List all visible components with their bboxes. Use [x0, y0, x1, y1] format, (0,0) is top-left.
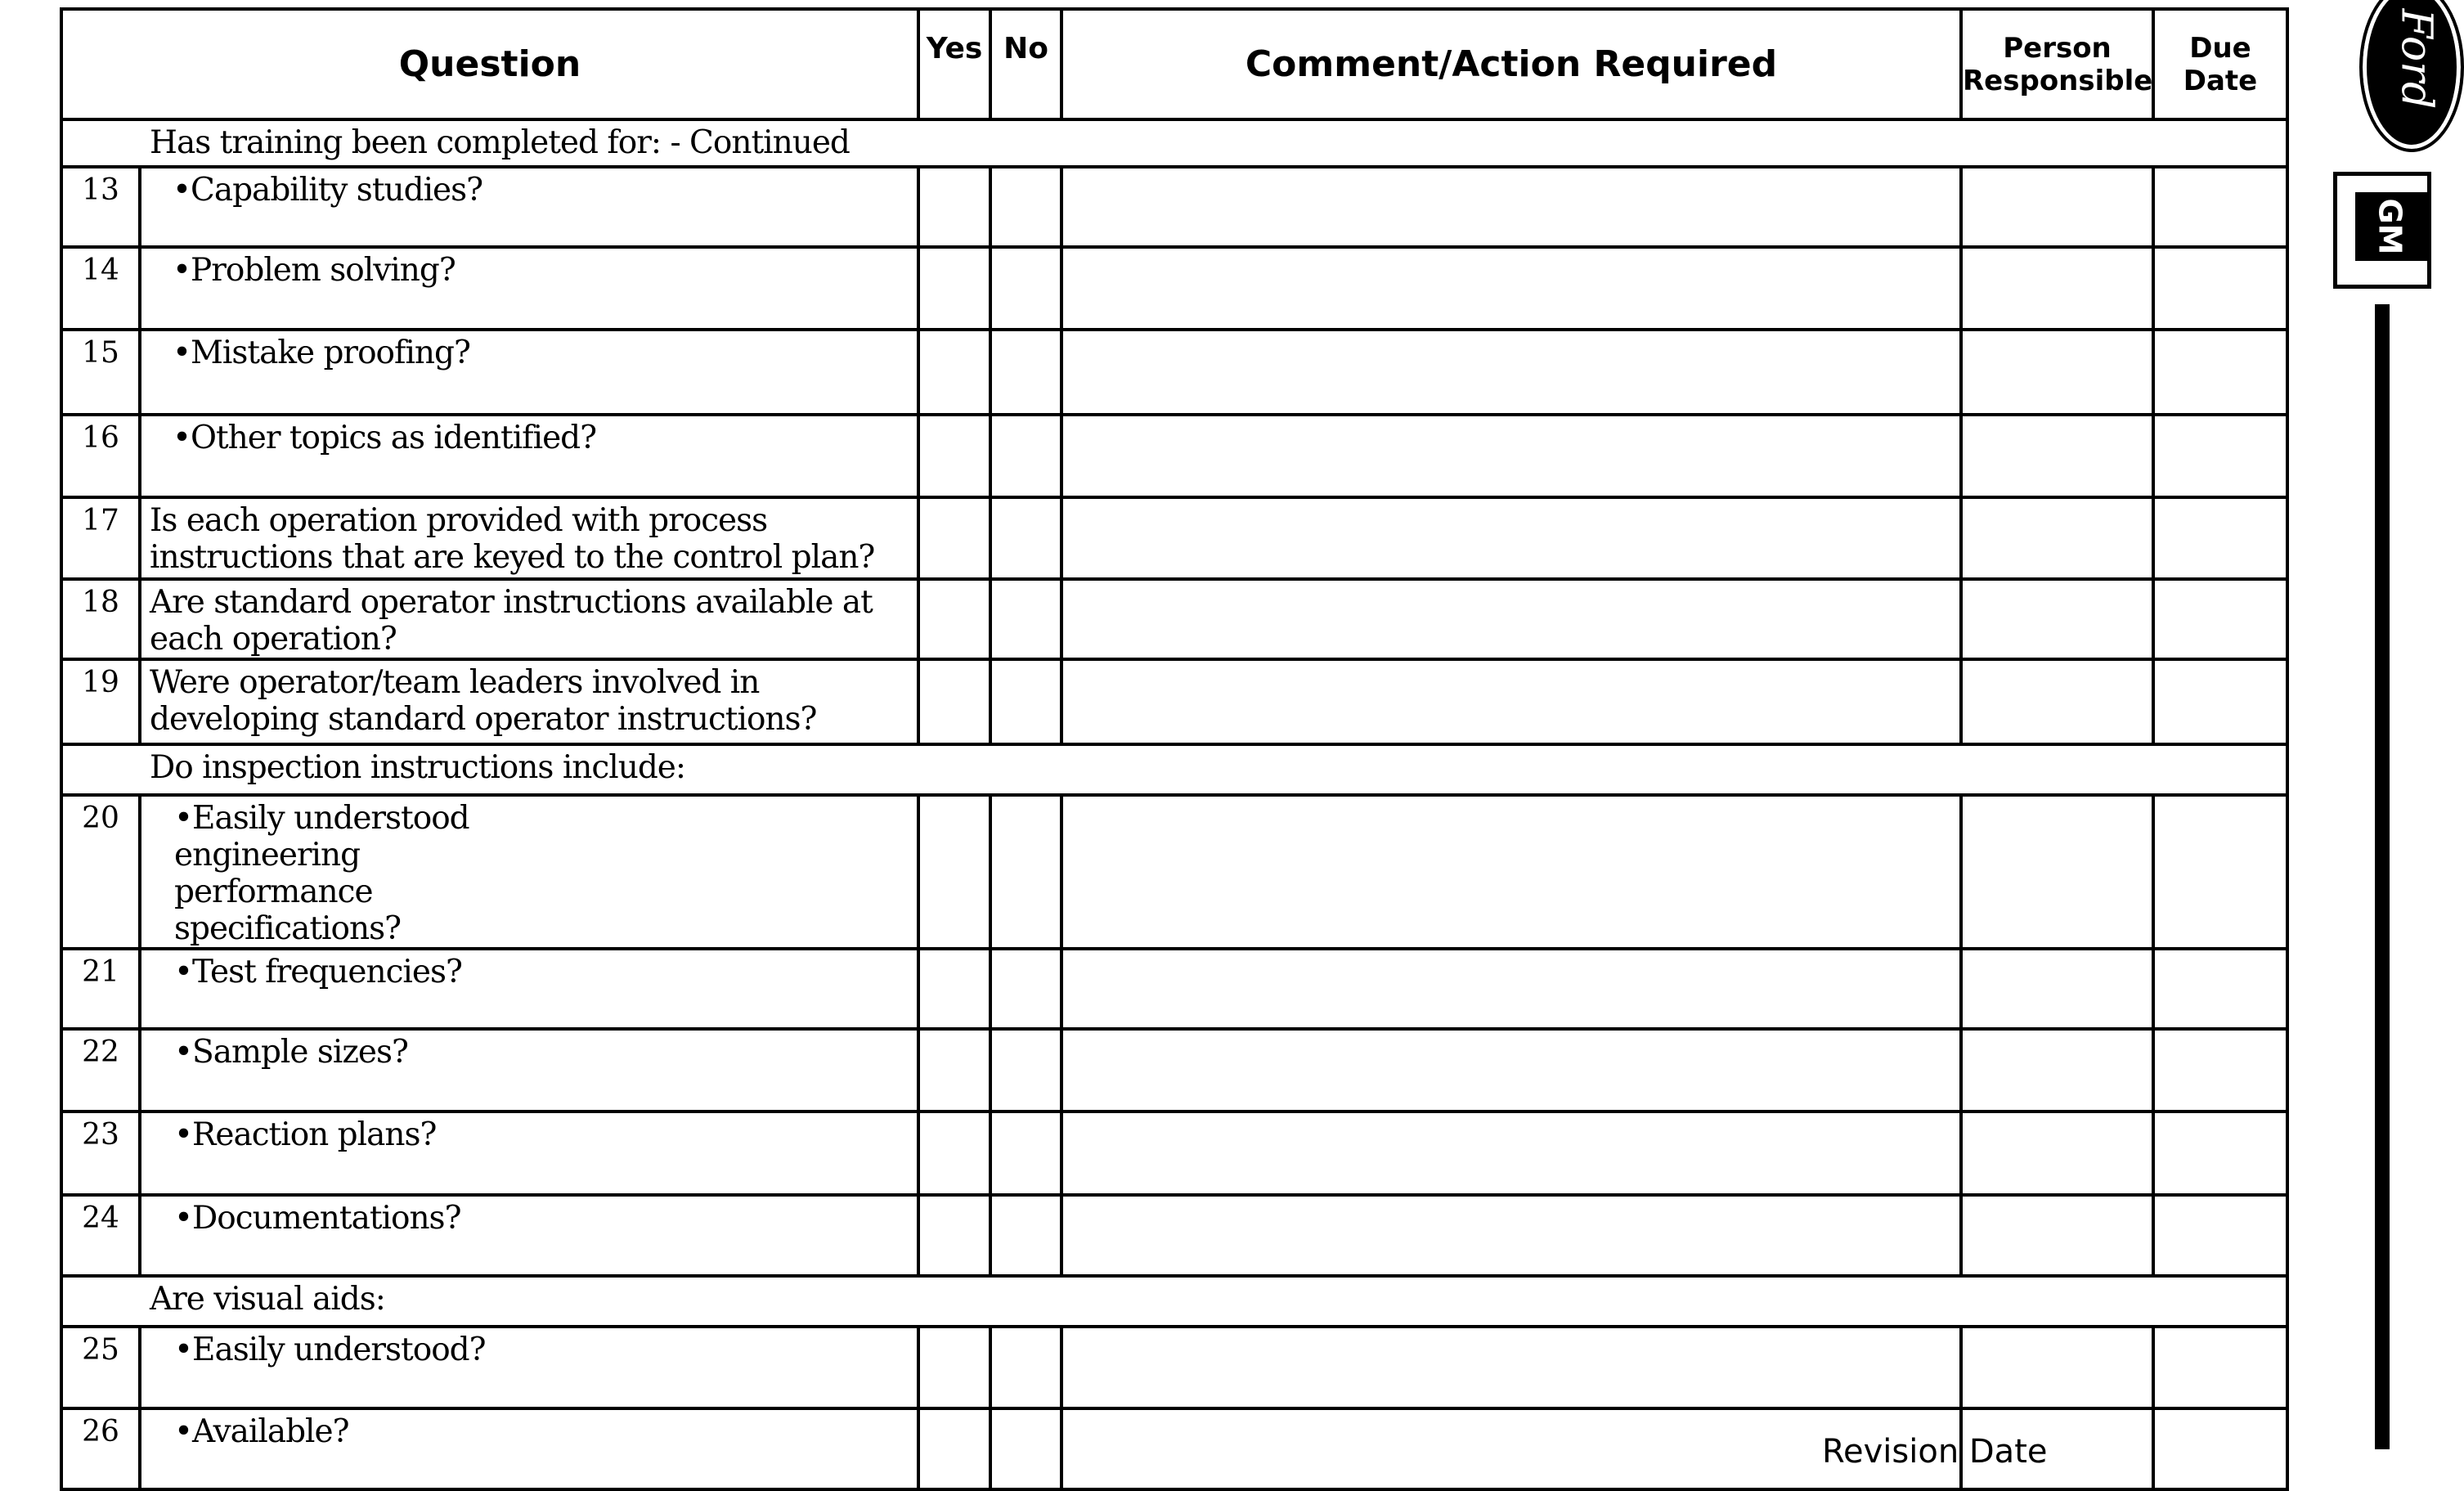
question-text	[140, 949, 918, 1029]
section-heading: Do inspection instructions include:	[61, 744, 2287, 795]
question-label: Is each operation provided with process instructions that are keyed to the control plan?	[150, 502, 875, 576]
question-row	[61, 497, 2287, 579]
question-text	[140, 167, 918, 247]
person-responsible-cell[interactable]	[1961, 247, 2153, 330]
checklist-table	[60, 7, 2289, 1491]
yes-cell[interactable]	[918, 1408, 990, 1489]
no-cell[interactable]	[990, 1029, 1061, 1112]
question-row	[61, 659, 2287, 744]
no-cell[interactable]	[990, 1327, 1061, 1408]
question-row	[61, 1327, 2287, 1408]
question-text	[140, 330, 918, 415]
yes-header: Yes	[918, 9, 990, 119]
yes-cell[interactable]	[918, 1112, 990, 1195]
question-label: Are standard operator instructions available at each operation?	[150, 584, 873, 658]
due-date-cell[interactable]	[2153, 497, 2287, 579]
no-cell[interactable]	[990, 1112, 1061, 1195]
question-row	[61, 1195, 2287, 1276]
question-number: 24	[61, 1195, 140, 1276]
section-row	[61, 119, 2287, 167]
question-label: •Test frequencies?	[174, 954, 462, 990]
question-text	[140, 415, 918, 497]
no-cell[interactable]	[990, 330, 1061, 415]
ford-logo: Ford	[2359, 0, 2464, 152]
due-date-cell[interactable]	[2153, 579, 2287, 659]
question-number: 22	[61, 1029, 140, 1112]
question-row	[61, 795, 2287, 949]
comment-header: Comment/Action Required	[1061, 9, 1961, 119]
person-responsible-cell[interactable]	[1961, 659, 2153, 744]
comment-cell[interactable]	[1061, 1195, 1961, 1276]
question-label: •Problem solving?	[173, 252, 456, 289]
question-text	[140, 1112, 918, 1195]
question-label: •Capability studies?	[173, 172, 483, 209]
yes-cell[interactable]	[918, 167, 990, 247]
question-number: 19	[61, 659, 140, 744]
person-responsible-cell[interactable]	[1961, 1029, 2153, 1112]
question-row	[61, 949, 2287, 1029]
question-text	[140, 1408, 918, 1489]
person-responsible-cell[interactable]	[1961, 330, 2153, 415]
question-row	[61, 579, 2287, 659]
question-number: 21	[61, 949, 140, 1029]
due-date-cell[interactable]	[2153, 1408, 2287, 1489]
due-date-cell[interactable]	[2153, 415, 2287, 497]
question-number: 13	[61, 167, 140, 247]
due-date-cell[interactable]	[2153, 795, 2287, 949]
no-cell[interactable]	[990, 1195, 1061, 1276]
question-number: 23	[61, 1112, 140, 1195]
question-number: 15	[61, 330, 140, 415]
question-number: 16	[61, 415, 140, 497]
question-number: 17	[61, 497, 140, 579]
yes-cell[interactable]	[918, 659, 990, 744]
question-text	[140, 1195, 918, 1276]
due-date-cell[interactable]	[2153, 1112, 2287, 1195]
comment-cell[interactable]	[1061, 579, 1961, 659]
question-label: •Available?	[174, 1413, 349, 1450]
due-date-cell[interactable]	[2153, 1327, 2287, 1408]
person-responsible-cell[interactable]	[1961, 1195, 2153, 1276]
no-cell[interactable]	[990, 247, 1061, 330]
yes-cell[interactable]	[918, 579, 990, 659]
question-number: 20	[61, 795, 140, 949]
comment-cell[interactable]	[1061, 1327, 1961, 1408]
gm-logo: GM	[2333, 172, 2431, 289]
question-text	[140, 579, 918, 659]
yes-cell[interactable]	[918, 1029, 990, 1112]
comment-cell[interactable]	[1061, 415, 1961, 497]
no-cell[interactable]	[990, 1408, 1061, 1489]
no-cell[interactable]	[990, 497, 1061, 579]
yes-cell[interactable]	[918, 949, 990, 1029]
due-date-cell[interactable]	[2153, 167, 2287, 247]
section-heading: Are visual aids:	[61, 1276, 2287, 1327]
comment-cell[interactable]	[1061, 247, 1961, 330]
comment-cell[interactable]	[1061, 949, 1961, 1029]
yes-cell[interactable]	[918, 1327, 990, 1408]
question-label: •Mistake proofing?	[173, 335, 470, 371]
due-date-cell[interactable]	[2153, 247, 2287, 330]
yes-cell[interactable]	[918, 795, 990, 949]
question-text	[140, 1029, 918, 1112]
question-label: Were operator/team leaders involved in developing standard operator instructions?	[150, 664, 817, 738]
due-date-cell[interactable]	[2153, 330, 2287, 415]
no-cell[interactable]	[990, 659, 1061, 744]
question-row	[61, 415, 2287, 497]
comment-cell[interactable]	[1061, 795, 1961, 949]
yes-cell[interactable]	[918, 415, 990, 497]
side-bar	[2375, 304, 2390, 1449]
person-responsible-cell[interactable]	[1961, 415, 2153, 497]
question-text	[140, 1327, 918, 1408]
question-text	[140, 247, 918, 330]
question-row	[61, 1112, 2287, 1195]
no-header: No	[990, 9, 1061, 119]
person-responsible-cell[interactable]	[1961, 167, 2153, 247]
question-number: 14	[61, 247, 140, 330]
person-responsible-cell[interactable]	[1961, 579, 2153, 659]
question-row	[61, 330, 2287, 415]
yes-cell[interactable]	[918, 1195, 990, 1276]
revision-date-label: Revision Date	[1822, 1433, 2048, 1471]
question-row	[61, 247, 2287, 330]
comment-cell[interactable]	[1061, 497, 1961, 579]
no-cell[interactable]	[990, 795, 1061, 949]
yes-cell[interactable]	[918, 247, 990, 330]
section-heading: Has training been completed for: - Continued	[61, 119, 2287, 167]
no-cell[interactable]	[990, 415, 1061, 497]
person-responsible-cell[interactable]	[1961, 949, 2153, 1029]
comment-cell[interactable]	[1061, 330, 1961, 415]
due-date-cell[interactable]	[2153, 1195, 2287, 1276]
person-header: Person Responsible	[1961, 9, 2153, 119]
no-cell[interactable]	[990, 949, 1061, 1029]
no-cell[interactable]	[990, 579, 1061, 659]
question-number: 25	[61, 1327, 140, 1408]
comment-cell[interactable]	[1061, 167, 1961, 247]
question-number: 18	[61, 579, 140, 659]
comment-cell[interactable]	[1061, 1029, 1961, 1112]
section-row	[61, 1276, 2287, 1327]
question-label: •Reaction plans?	[174, 1116, 437, 1153]
question-header: Question	[61, 9, 918, 119]
comment-cell[interactable]	[1061, 659, 1961, 744]
due-date-cell[interactable]	[2153, 659, 2287, 744]
question-row	[61, 167, 2287, 247]
section-row	[61, 744, 2287, 795]
yes-cell[interactable]	[918, 330, 990, 415]
comment-cell[interactable]	[1061, 1112, 1961, 1195]
question-label: •Other topics as identified?	[173, 420, 597, 456]
person-responsible-cell[interactable]	[1961, 1112, 2153, 1195]
question-row	[61, 1029, 2287, 1112]
due-date-cell[interactable]	[2153, 949, 2287, 1029]
question-label: •Easily understood engineering performance specifications?	[174, 800, 469, 947]
person-responsible-cell[interactable]	[1961, 795, 2153, 949]
person-responsible-cell[interactable]	[1961, 497, 2153, 579]
question-label: •Sample sizes?	[174, 1034, 408, 1071]
no-cell[interactable]	[990, 167, 1061, 247]
person-responsible-cell[interactable]	[1961, 1327, 2153, 1408]
yes-cell[interactable]	[918, 497, 990, 579]
question-text	[140, 659, 918, 744]
question-number: 26	[61, 1408, 140, 1489]
question-label: •Easily understood?	[174, 1332, 486, 1368]
due-date-header: Due Date	[2153, 9, 2287, 119]
question-text	[140, 497, 918, 579]
question-label: •Documentations?	[174, 1200, 461, 1237]
header-row	[61, 9, 2287, 119]
due-date-cell[interactable]	[2153, 1029, 2287, 1112]
question-text	[140, 795, 918, 949]
